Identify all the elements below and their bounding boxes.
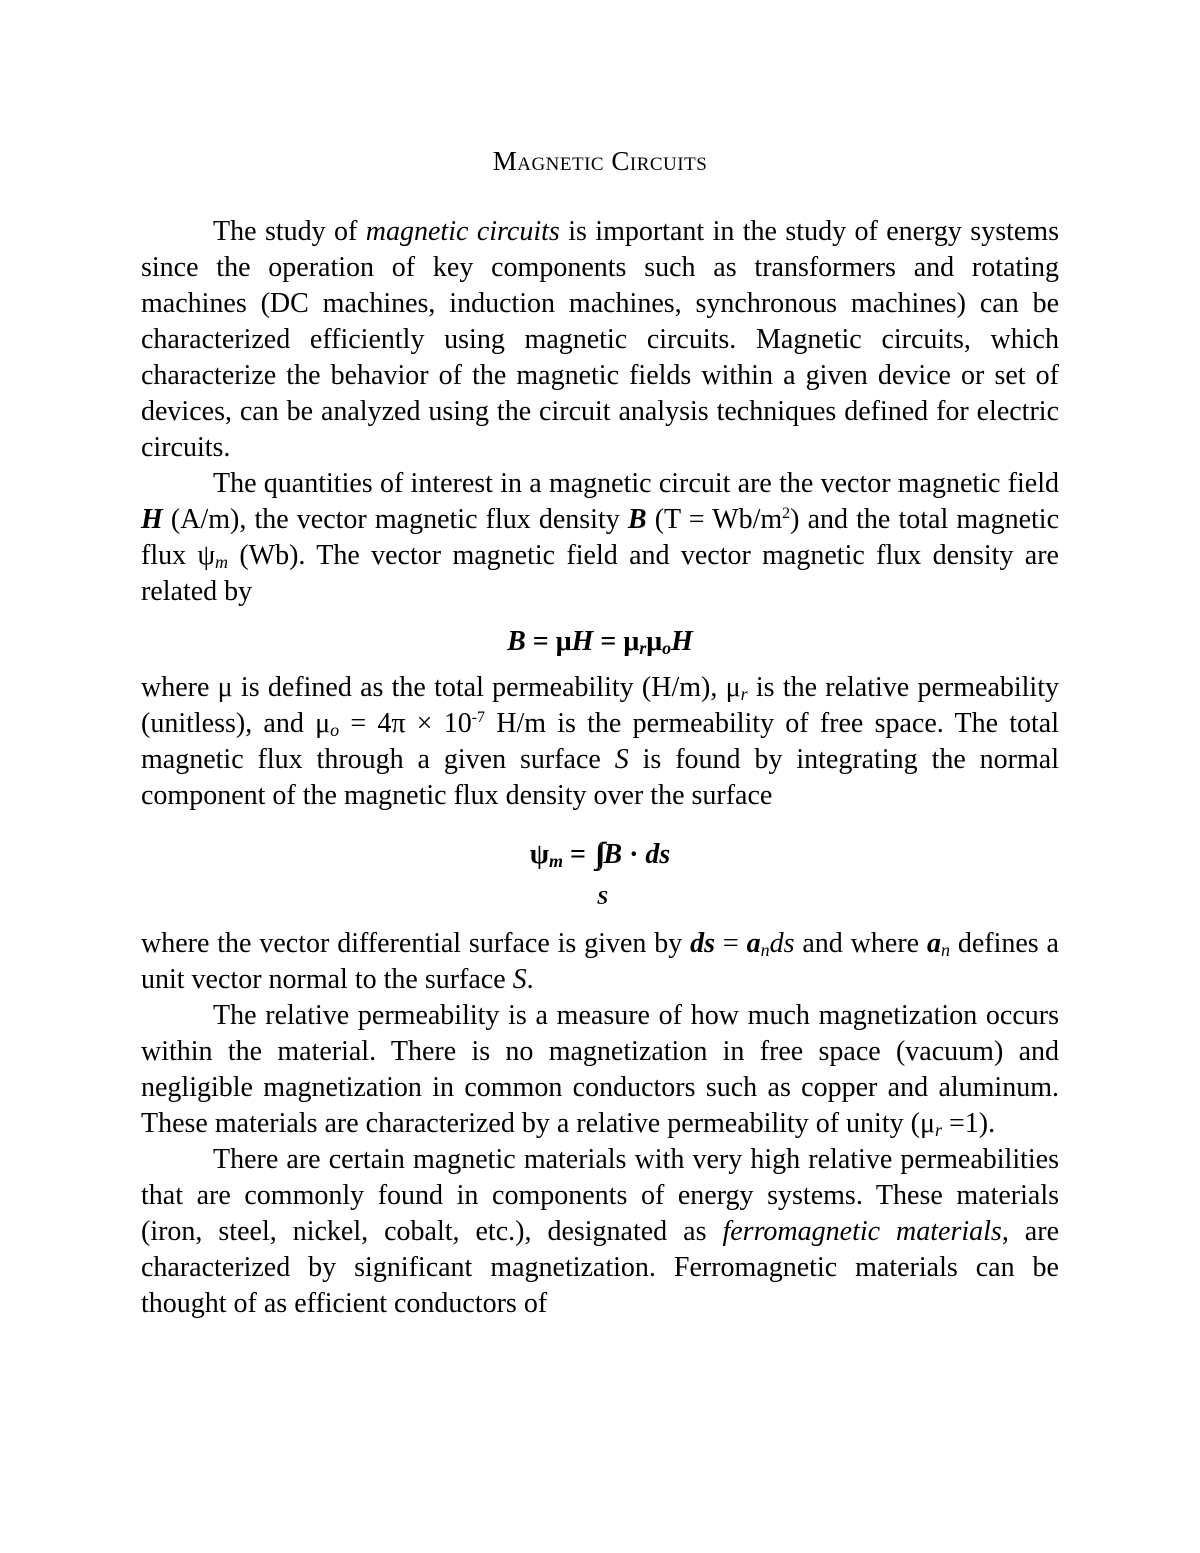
eq-symbol: H (571, 626, 594, 657)
eq-text: · (622, 839, 646, 870)
eq-subscript: o (662, 638, 672, 658)
symbol-a: a (926, 928, 941, 959)
paragraph-relative-permeability (141, 998, 1059, 1142)
subscript: o (330, 720, 340, 740)
text-run: is the relative permeability (unitless), and μ (141, 672, 1059, 739)
text-run: (Wb). The vector magnetic field and vector magnetic flux density are related by (141, 540, 1059, 607)
subscript: m (214, 552, 228, 572)
symbol-a: a (746, 928, 761, 959)
text-run: defines a unit vector normal to the surface (141, 928, 1059, 995)
eq-subscript: m (548, 851, 563, 871)
symbol-S: S (614, 744, 629, 775)
integral-limit-s: S (597, 887, 609, 909)
subscript: n (760, 940, 770, 960)
equation-b-mu-h (141, 624, 1059, 660)
eq-text: = μ (525, 626, 572, 657)
document-body (141, 214, 1059, 1322)
equation-row (141, 836, 1059, 873)
text-run: where μ is defined as the total permeability (H/m), μ (141, 672, 741, 703)
text-run: (A/m), the vector magnetic flux density (162, 504, 628, 535)
text-run: = 4π × 10 (339, 708, 472, 739)
eq-subscript: r (639, 638, 647, 658)
paragraph-surface (141, 926, 1059, 998)
eq-symbol: B (603, 839, 623, 870)
eq-text: = μ (593, 626, 640, 657)
text-run: (T = Wb/m (646, 504, 783, 535)
eq-symbol-psi: ψ (529, 839, 549, 870)
equation-flux-integral (141, 836, 1059, 916)
page-title: Magnetic Circuits (492, 146, 708, 176)
text-run: The study of (213, 216, 366, 247)
text-run: The relative permeability is a measure of how much magnetization occurs within the material. There is no magnetization in free space (vacuum) and negligible magnetization in common conductors such as copper and aluminum. These materials are characterized by a relative permeability of unity (μ (141, 1000, 1059, 1139)
superscript: 2 (782, 505, 791, 522)
text-run: is important in the study of energy systems since the operation of key components such as transformers and rotating machines (DC machines, induction machines, synchronous machines) can be characterized efficiently using magnetic circuits. Magnetic circuits, which characterize the behavior of the magnetic fields within a given device or set of devices, can be analyzed using the circuit analysis techniques defined for electric circuits. (141, 216, 1059, 463)
text-run: , are characterized by significant magnetization. Ferromagnetic materials can be thought of as efficient conductors of (141, 1216, 1059, 1319)
eq-text: μ (646, 626, 663, 657)
symbol-H: H (141, 504, 163, 535)
text-run: and where (794, 928, 927, 959)
text-run: H/m is the permeability of free space. The total magnetic flux through a given surface (141, 708, 1059, 775)
text-run: =1). (941, 1108, 996, 1139)
eq-text: = (562, 839, 593, 870)
subscript: r (934, 1120, 942, 1140)
emphasis-ferromagnetic-materials: ferromagnetic materials (722, 1216, 1002, 1247)
subscript: r (740, 684, 748, 704)
paragraph-quantities (141, 466, 1059, 610)
text-run: = (715, 928, 747, 959)
eq-symbol: ds (645, 839, 671, 870)
symbol-ds: ds (690, 928, 716, 959)
paragraph-permeability (141, 670, 1059, 814)
paragraph-ferromagnetic (141, 1142, 1059, 1322)
text-run: where the vector differential surface is given by (141, 928, 691, 959)
symbol-ds: ds (769, 928, 795, 959)
eq-symbol: H (671, 626, 693, 657)
text-run: The quantities of interest in a magnetic circuit are the vector magnetic field (213, 468, 1059, 499)
symbol-B: B (627, 504, 647, 535)
subscript: n (940, 940, 950, 960)
integral-symbol: ∫∫ (594, 837, 600, 870)
eq-symbol: B (507, 626, 526, 657)
text-run: is found by integrating the normal component of the magnetic flux density over the surface (141, 744, 1059, 811)
text-run: . (526, 964, 534, 995)
symbol-psi: ψ (197, 540, 215, 571)
symbol-S: S (512, 964, 527, 995)
text-run: There are certain magnetic materials with very high relative permeabilities that are commonly found in components of energy systems. These materials (iron, steel, nickel, cobalt, etc.), designated as (141, 1144, 1059, 1247)
text-run: ) and the total magnetic flux (141, 504, 1059, 571)
superscript: -7 (471, 709, 486, 726)
paragraph-intro (141, 214, 1059, 466)
emphasis-magnetic-circuits: magnetic circuits (365, 216, 560, 247)
